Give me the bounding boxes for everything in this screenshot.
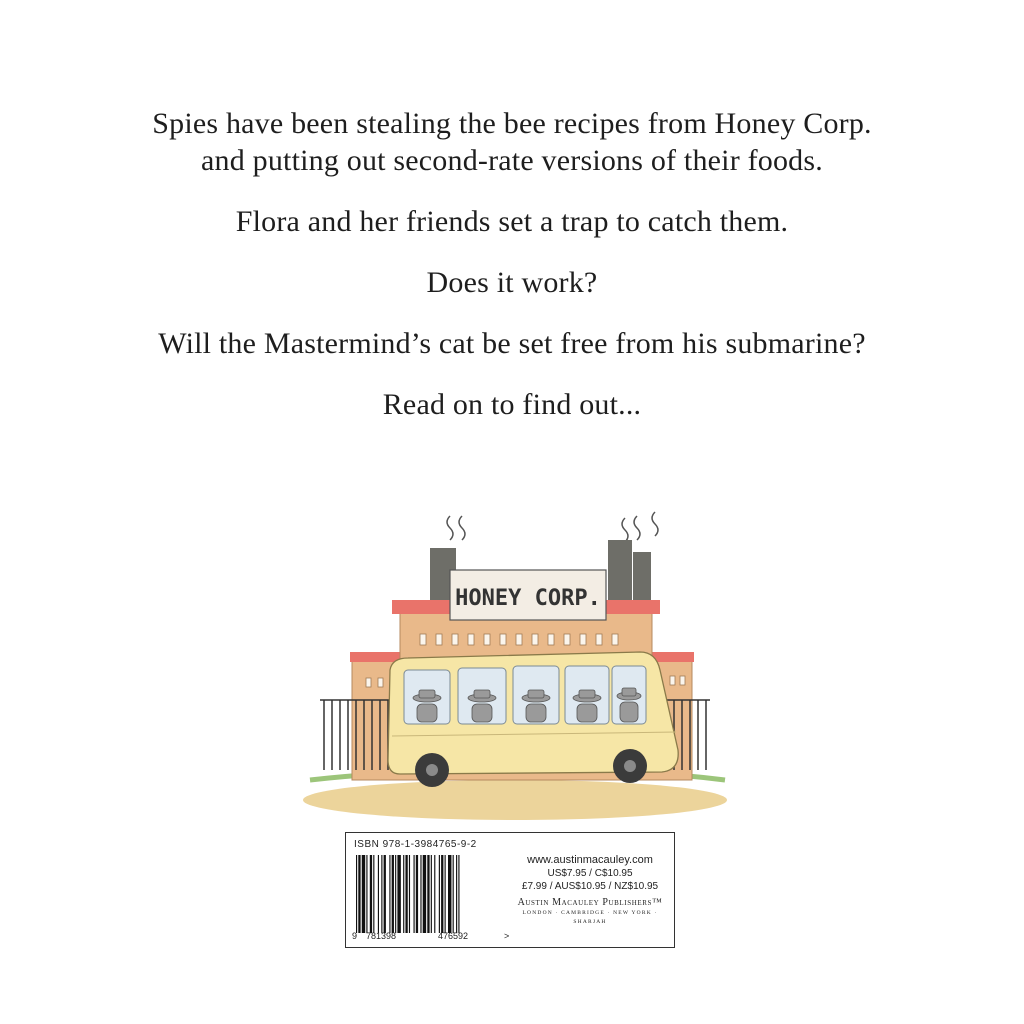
isbn-label: ISBN 978-1-3984765-9-2 bbox=[354, 839, 477, 850]
blurb-line-2: and putting out second-rate versions of their foods. bbox=[201, 144, 823, 177]
publisher-name: Austin Macauley Publishers™ bbox=[517, 897, 663, 908]
steam-icon bbox=[447, 512, 658, 542]
barcode-digits-group-2: 476592 bbox=[438, 931, 469, 941]
honey-corp-illustration bbox=[300, 500, 740, 830]
barcode-bars bbox=[354, 855, 504, 933]
chimney bbox=[633, 552, 651, 606]
chimney bbox=[608, 540, 632, 606]
publisher-info bbox=[512, 853, 668, 927]
barcode-digit-left: 9 bbox=[352, 931, 358, 941]
barcode-panel bbox=[345, 832, 675, 948]
blurb-line-3: Flora and her friends set a trap to catch them. bbox=[235, 205, 789, 238]
price-line-2: £7.99 / AUS$10.95 / NZ$10.95 bbox=[521, 881, 659, 892]
barcode-digits bbox=[352, 931, 512, 943]
price-line-1: US$7.95 / C$10.95 bbox=[547, 868, 633, 879]
sign-text: HONEY CORP. bbox=[455, 586, 601, 611]
blurb-line-1: Spies have been stealing the bee recipes from Honey Corp. bbox=[152, 107, 872, 140]
barcode-digits-group-1: 781398 bbox=[366, 931, 397, 941]
blurb-line-5: Will the Mastermind’s cat be set free from his submarine? bbox=[158, 327, 866, 360]
publisher-cities: LONDON · CAMBRIDGE · NEW YORK · SHARJAH bbox=[522, 910, 658, 925]
blurb-line-4: Does it work? bbox=[426, 266, 598, 299]
bus bbox=[388, 652, 678, 787]
publisher-website: www.austinmacauley.com bbox=[527, 854, 653, 866]
blurb-line-6: Read on to find out... bbox=[382, 388, 642, 421]
barcode-digit-right: > bbox=[504, 931, 510, 941]
ground bbox=[303, 780, 727, 820]
